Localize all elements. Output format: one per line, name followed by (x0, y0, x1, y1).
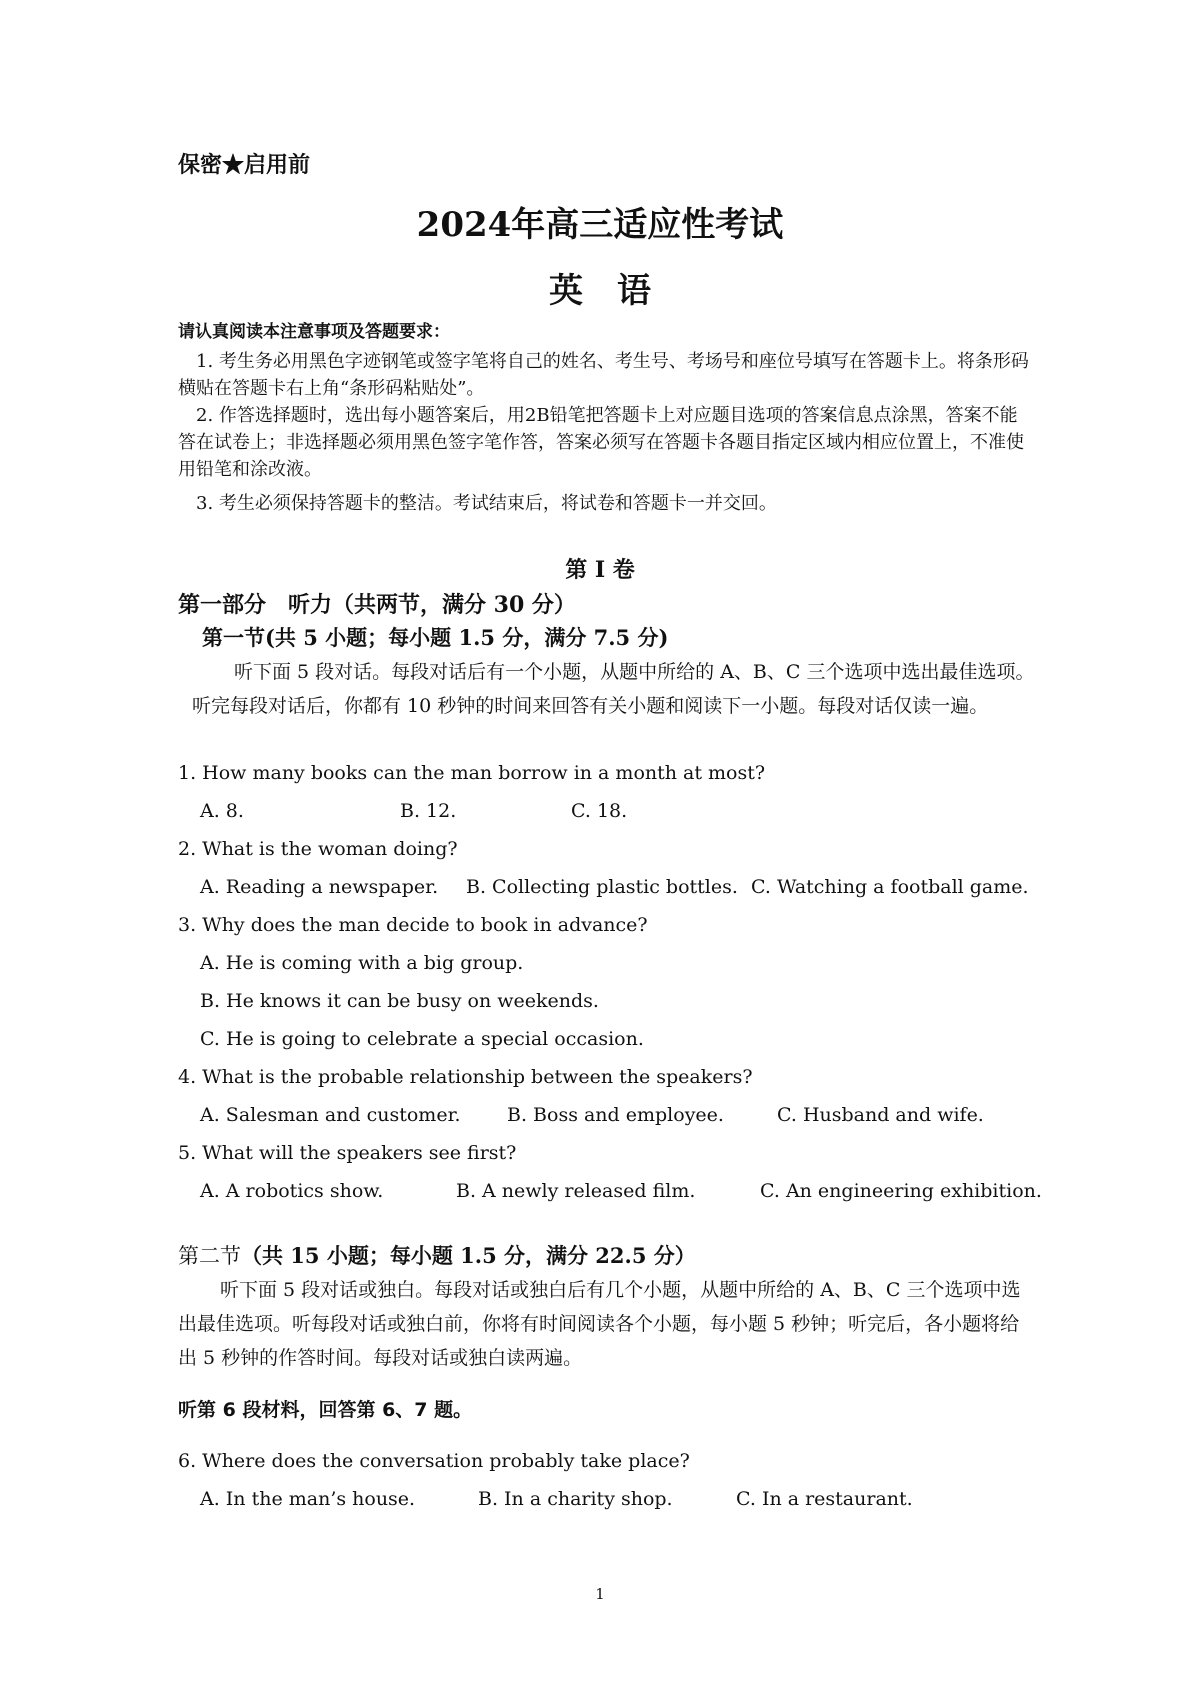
volume-heading: 第 Ⅰ 卷 (565, 557, 635, 583)
q6-option-c: C. In a restaurant. (736, 1488, 913, 1510)
q2-option-a: A. Reading a newspaper. (200, 876, 439, 898)
page-number: 1 (595, 1585, 605, 1603)
section1-title: 第一节(共 5 小题；每小题 1.5 分，满分 7.5 分) (202, 625, 669, 650)
section2-title (178, 1240, 696, 1270)
question-2: 2. What is the woman doing? (178, 838, 458, 860)
exam-title: 2024年高三适应性考试 (416, 205, 784, 245)
q5-option-c: C. An engineering exhibition. (760, 1180, 1042, 1202)
notice-item-1: 1. 考生务必用黑色字迹钢笔或签字笔将自己的姓名、考生号、考场号和座位号填写在答题卡上。将条形码横贴在答题卡右上角“条形码粘贴处”。 (178, 351, 1029, 399)
q4-option-a: A. Salesman and customer. (200, 1104, 461, 1126)
q2-option-c: C. Watching a football game. (751, 876, 1029, 898)
notice-heading: 请认真阅读本注意事项及答题要求： (178, 322, 450, 342)
q1-option-c: C. 18. (571, 800, 628, 822)
part1-title: 第一部分 听力（共两节，满分 30 分） (178, 592, 576, 618)
question-6: 6. Where does the conversation probably take place? (178, 1450, 690, 1472)
question-4: 4. What is the probable relationship between the speakers? (178, 1066, 753, 1088)
q6-option-b: B. In a charity shop. (478, 1488, 673, 1510)
secret-mark: 保密★启用前 (178, 152, 311, 178)
q6-option-a: A. In the man’s house. (200, 1488, 416, 1510)
notice-item-2: 2. 作答选择题时，选出每小题答案后，用2B铅笔把答题卡上对应题目选项的答案信息点涂黑，答案不能答在试卷上；非选择题必须用黑色签字笔作答，答案必须写在答题卡各题目指定区域内相应位置上，不准使用铅笔和涂改液。 (178, 405, 1024, 480)
material-6-heading: 听第 6 段材料，回答第 6、7 题。 (178, 1399, 473, 1421)
q1-option-b: B. 12. (400, 800, 457, 822)
section2-instructions: 听下面 5 段对话或独白。每段对话或独白后有几个小题，从题中所给的 A、B、C 三个选项中选出最佳选项。听每段对话或独白前，你将有时间阅读各个小题，每小题 5 秒钟；听完后，各小题将给出 5 秒钟的作答时间。每段对话或独白读两遍。 (178, 1279, 1021, 1369)
question-3: 3. Why does the man decide to book in advance? (178, 914, 648, 936)
exam-subject: 英语 (549, 271, 685, 311)
notice-item-3: 3. 考生必须保持答题卡的整洁。考试结束后，将试卷和答题卡一并交回。 (196, 493, 777, 514)
q5-option-a: A. A robotics show. (200, 1180, 384, 1202)
q5-option-b: B. A newly released film. (456, 1180, 696, 1202)
section2-title-prefix: 第二节 (178, 1244, 241, 1268)
q3-option-c: C. He is going to celebrate a special occasion. (200, 1028, 644, 1050)
section2-title-rest: （共 15 小题；每小题 1.5 分，满分 22.5 分） (241, 1243, 696, 1268)
q3-option-b: B. He knows it can be busy on weekends. (200, 990, 599, 1012)
section1-instructions: 听下面 5 段对话。每段对话后有一个小题，从题中所给的 A、B、C 三个选项中选出最佳选项。听完每段对话后，你都有 10 秒钟的时间来回答有关小题和阅读下一小题。每段对话仅读一遍。 (192, 661, 1035, 717)
question-5: 5. What will the speakers see first? (178, 1142, 517, 1164)
q1-option-a: A. 8. (200, 800, 244, 822)
q4-option-c: C. Husband and wife. (777, 1104, 984, 1126)
q4-option-b: B. Boss and employee. (507, 1104, 724, 1126)
q2-option-b: B. Collecting plastic bottles. (466, 876, 738, 898)
q3-option-a: A. He is coming with a big group. (200, 952, 524, 974)
question-1: 1. How many books can the man borrow in a month at most? (178, 762, 766, 784)
